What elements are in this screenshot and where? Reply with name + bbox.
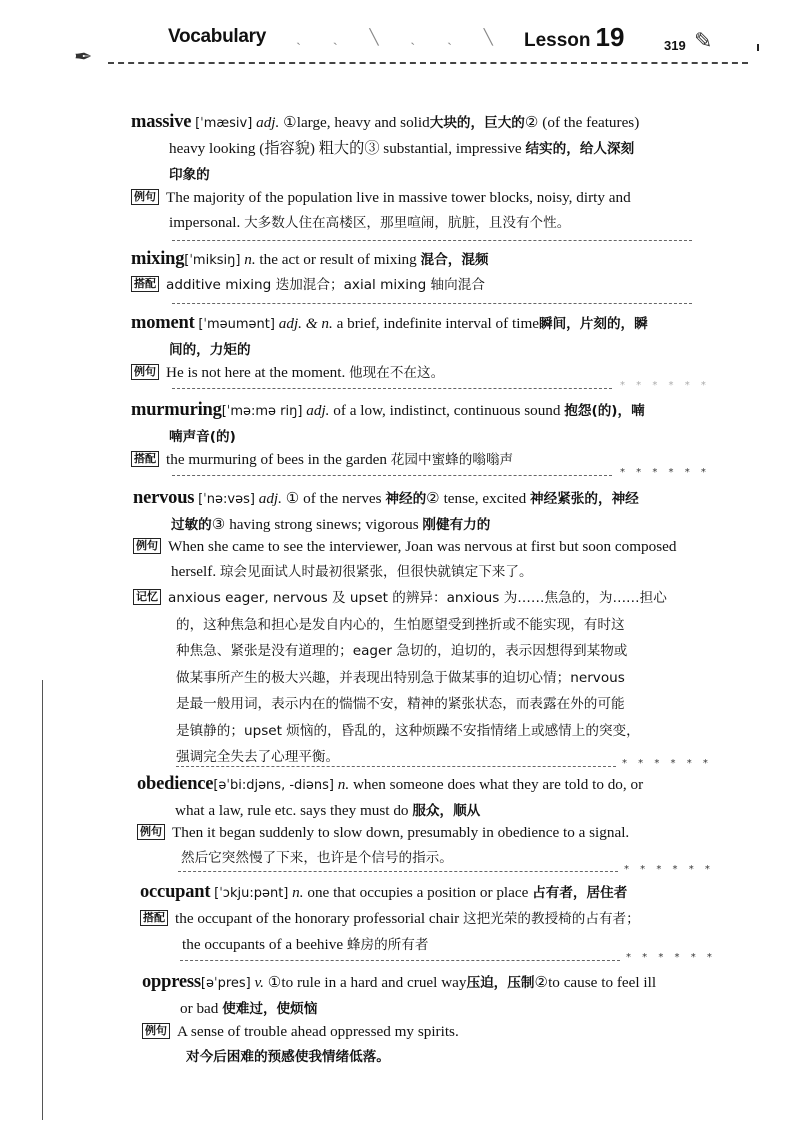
memory-note-line: 是镇静的；upset 烦恼的，昏乱的，这种烦躁不安指情绪上或感情上的突变， [176,722,640,739]
lesson-title [524,22,624,53]
entry-divider [176,766,616,767]
memory-note-line: 做某事所产生的极大兴趣，并表现出特别急于做某事的迫切心情；nervous [176,669,625,686]
translation: 瞬间，片刻的，瞬 [539,316,648,332]
definition: of a low, indistinct, continuous sound [333,402,561,419]
entry-obedience [137,772,707,824]
headword: occupant [140,882,211,902]
definition: or bad [180,1000,219,1017]
definition: ①to rule in a hard and cruel way [267,974,467,991]
translation: 结实的，给人深刻 [525,141,635,157]
headword: nervous [133,488,195,508]
example-sentence: He is not here at the moment. [166,364,346,381]
definition: a brief, indefinite interval of time [336,315,539,332]
example-moment [131,360,701,386]
part-of-speech: n. [244,251,256,268]
translation: 神经的 [385,491,427,507]
entry-divider [172,240,692,241]
translation: 服众，顺从 [412,803,481,819]
example-tag: 例句 [131,364,159,380]
example-tag: 例句 [131,189,159,205]
part-of-speech: adj. [258,490,282,507]
feather-decoration-right-icon: ✎ [694,28,713,53]
example-tag: 例句 [137,824,165,840]
example-sentence: A sense of trouble ahead oppressed my spirits. [177,1023,459,1040]
translation: 神经紧张的，神经 [530,491,639,507]
definition: what a law, rule etc. says they must do [175,802,409,819]
entry-occupant [140,880,710,906]
part-of-speech: n. [292,884,304,901]
collocation-text: the murmuring of bees in the garden [166,451,387,468]
entry-divider [172,475,612,476]
entry-moment [131,311,701,363]
definition: heavy looking (指容貌) 粗大的 [169,140,365,157]
example-translation: 他现在不在这。 [349,365,445,381]
headword: oppress [142,972,201,992]
example-translation: 琼会见面试人时最初很紧张，但很快就镇定下来了。 [219,564,533,580]
memory-note-line: 种焦急、紧张是没有道理的；eager 急切的，迫切的，表示因想得到某物或 [176,643,628,659]
definition: ② (of the features) [524,114,640,131]
example-sentence: When she came to see the interviewer, Joan was nervous at first but soon composed [168,538,677,555]
memory-note-line: 的，这种焦急和担心是发自内心的，生怕愿望受到挫折或不能实现，有时这 [176,616,625,633]
collocation-translation: 花园中蜜蜂的嗡嗡声 [390,452,514,468]
definition: ①large, heavy and solid [283,114,430,131]
part-of-speech: adj. [256,114,280,131]
entry-oppress [142,970,712,1022]
entry-divider [180,960,620,961]
entry-divider [172,388,612,389]
example-obedience [137,820,707,871]
phonetic: [ˈnə:vəs] [198,492,255,507]
page-number: 319 [664,38,686,53]
collocation-translation: 蜂房的所有者 [346,937,429,953]
headword: moment [131,313,195,333]
example-massive [131,185,701,236]
definition: one that occupies a position or place [307,884,529,901]
headword: obedience [137,774,214,794]
example-oppress [142,1019,712,1070]
page-header [0,0,800,80]
star-decoration: * * * * * * [620,380,710,391]
collocation-text: the occupants of a beehive [182,936,344,953]
entry-murmuring [131,398,701,450]
translation: 印象的 [169,167,210,183]
example-sentence: herself. [171,563,217,580]
part-of-speech: n. [337,776,350,793]
memory-note-line: anxious eager, nervous 及 upset 的辨异：anxious 为……焦急的，为……担心 [168,590,667,606]
collocation-murmuring [131,447,701,473]
section-title: Vocabulary [168,26,267,47]
memory-note-nervous [133,585,703,771]
headword: mixing [131,249,185,269]
translation: 刚健有力的 [422,517,491,533]
entry-nervous [133,486,703,538]
definition: ③ substantial, impressive [364,140,522,157]
phonetic: [ˈmə:mə riŋ] [221,404,303,419]
collocation-mixing [131,272,701,298]
lesson-number: 19 [595,22,625,52]
example-tag: 例句 [142,1023,170,1039]
translation: 大块的，巨大的 [429,115,525,131]
star-decoration: * * * * * * [626,952,716,963]
collocation-text: additive mixing 迭加混合；axial mixing 轴向混合 [166,277,485,293]
star-decoration: * * * * * * [622,758,712,769]
entry-divider [178,871,618,872]
feather-decoration-left-icon: ✒ [74,44,93,69]
example-sentence: impersonal. [169,214,241,231]
phonetic: [əˈbi:djəns, -diəns] [213,778,334,793]
definition: ②to cause to feel ill [534,974,657,991]
translation: 喃声音(的) [169,429,236,445]
flourish-decoration-icon: ˎ ˏ ╲ ˏ ˎ ╲ [296,30,507,46]
example-sentence: The majority of the population live in massive tower blocks, noisy, dirty and [166,189,631,206]
phonetic: [ˈməumənt] [198,317,275,332]
translation: 压迫，压制 [466,975,535,991]
translation: 间的，力矩的 [169,342,251,358]
translation: 过敏的 [171,517,212,533]
translation: 抱怨(的)，喃 [564,403,645,419]
example-nervous [133,534,703,585]
entry-continuation [131,136,701,188]
phonetic: [ˈmæsiv] [195,116,253,131]
entry-mixing [131,247,701,273]
star-decoration: * * * * * * [624,864,714,875]
collocation-translation: 这把光荣的教授椅的占有者； [463,911,640,927]
definition: ② tense, excited [426,490,527,507]
collocation-tag: 搭配 [131,451,159,467]
margin-mark [757,44,759,51]
part-of-speech: adj. & n. [278,315,333,332]
definition: the act or result of mixing [259,251,417,268]
collocation-tag: 搭配 [140,910,168,926]
part-of-speech: adj. [306,402,330,419]
phonetic: [ˈɔkju:pənt] [214,886,289,901]
example-tag: 例句 [133,538,161,554]
headword: murmuring [131,400,222,420]
collocation-tag: 搭配 [131,276,159,292]
entry-divider [172,303,692,304]
header-divider [108,62,748,64]
collocation-text: the occupant of the honorary professorial chair [175,910,460,927]
translation: 混合，混频 [420,252,489,268]
definition: ③ having strong sinews; vigorous [211,516,419,533]
memory-note-line: 是最一般用词，表示内在的惴惴不安，精神的紧张状态，而表露在外的可能 [176,696,625,712]
memory-tag: 记忆 [133,589,161,605]
lesson-label: Lesson [524,30,591,51]
memory-note-line: 强调完全失去了心理平衡。 [176,749,340,765]
part-of-speech: v. [254,974,264,991]
phonetic: [əˈpres] [200,976,251,991]
translation: 使难过，使烦恼 [222,1001,318,1017]
example-sentence: Then it began suddenly to slow down, presumably in obedience to a signal. [172,824,630,841]
phonetic: [ˈmiksiŋ] [184,253,241,268]
definition: when someone does what they are told to do, or [352,776,644,793]
binding-margin-line [42,680,43,1120]
entry-massive [131,110,701,188]
translation: 占有者，居住者 [532,885,628,901]
definition: ① of the nerves [285,490,382,507]
collocation-occupant [140,906,710,958]
headword: massive [131,112,192,132]
example-translation: 对今后困难的预感使我情绪低落。 [186,1049,390,1065]
example-translation: 然后它突然慢了下来，也许是个信号的指示。 [181,850,453,866]
example-translation: 大多数人住在高楼区，那里喧闹，肮脏，且没有个性。 [244,215,571,231]
star-decoration: * * * * * * [620,467,710,478]
